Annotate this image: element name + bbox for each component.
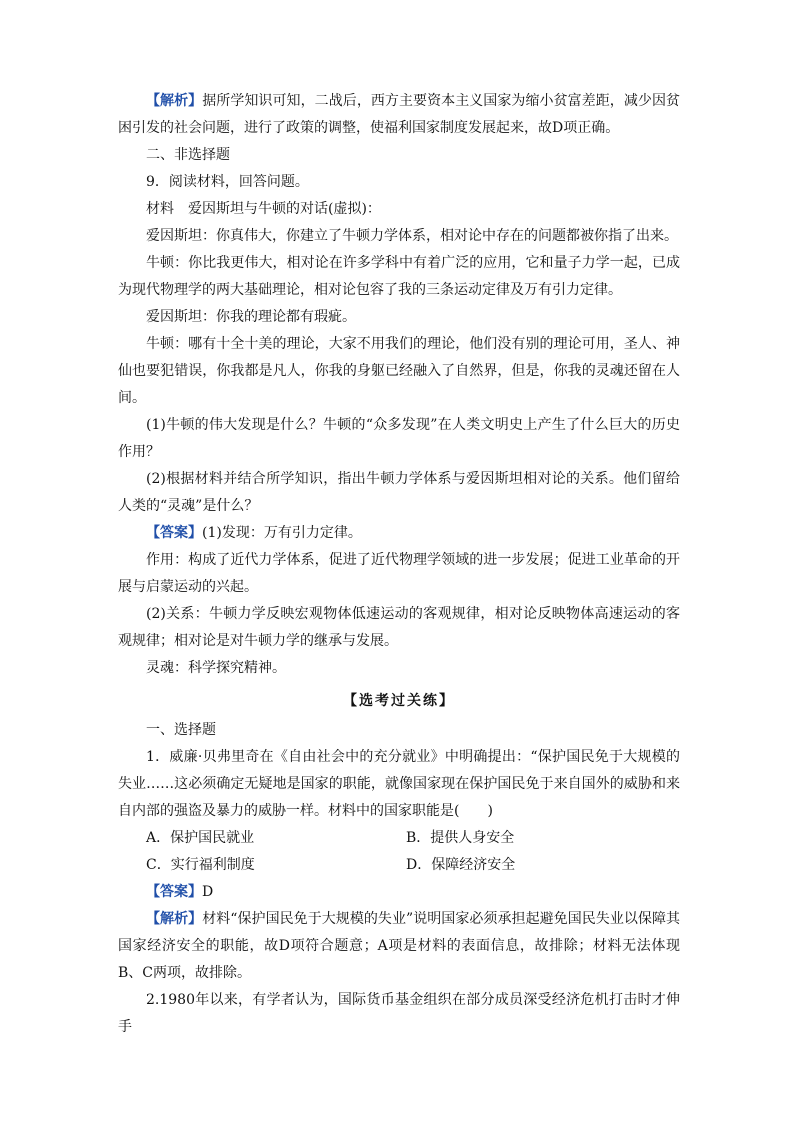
answer-paragraph-2a: (2)关系：牛顿力学反映宏观物体低速运动的客观规律，相对论反映物体高速运动的客观规律；相对论是对牛顿力学的继承与发展。 — [118, 606, 680, 649]
analysis-paragraph-1 — [118, 88, 680, 142]
dialog-line-2: 牛顿：你比我更伟大，相对论在许多学科中有着广泛的应用，它和量子力学一起，已成为现代物理学的两大基础理论，相对论包容了我的三条运动定律及万有引力定律。 — [118, 255, 680, 298]
analysis-paragraph-q1 — [118, 906, 680, 987]
section-heading-non-choice: 二、非选择题 — [146, 147, 230, 163]
analysis-text-q1: 材料“保护国民免于大规模的失业”说明国家必须承担起避免国民失业以保障其国家经济安全的职能，故D项符合题意；A项是材料的表面信息，故排除；材料无法体现B、C两项，故排除。 — [118, 911, 681, 981]
dialog-line-3: 爱因斯坦：你我的理论都有瑕疵。 — [146, 309, 356, 325]
analysis-tag-q1: 【解析】 — [146, 911, 203, 927]
answer-paragraph-1b: 作用：构成了近代力学体系，促进了近代物理学领域的进一步发展；促进工业革命的开展与启蒙运动的兴起。 — [118, 552, 680, 595]
answer-paragraph-q1 — [118, 879, 680, 906]
question-1-options — [118, 825, 680, 879]
section-heading-choice: 一、选择题 — [146, 722, 216, 738]
answer-paragraph-2b: 灵魂：科学探究精神。 — [146, 660, 286, 676]
option-c: C．实行福利制度 — [146, 857, 255, 873]
dialog-line-1: 爱因斯坦：你真伟大，你建立了牛顿力学体系，相对论中存在的问题都被你指了出来。 — [146, 228, 678, 244]
question-9-sub-2: (2)根据材料并结合所学知识，指出牛顿力学体系与爱因斯坦相对论的关系。他们留给人类的“灵魂”是什么？ — [118, 471, 680, 514]
answer-tag-q1: 【答案】 — [146, 884, 202, 900]
option-d: D．保障经济安全 — [406, 857, 516, 873]
material-intro: 材料 爱因斯坦与牛顿的对话(虚拟)： — [146, 201, 381, 217]
option-b: B．提供人身安全 — [406, 830, 515, 846]
question-9-stem: 9．阅读材料，回答问题。 — [146, 174, 309, 190]
answer-tag: 【答案】 — [146, 525, 202, 541]
dialog-line-4: 牛顿：哪有十全十美的理论，大家不用我们的理论，他们没有别的理论可用，圣人、神仙也要犯错误，你我都是凡人，你我的身躯已经融入了自然界，但是，你我的灵魂还留在人间。 — [118, 336, 680, 406]
question-1-stem: 1．威廉·贝弗里奇在《自由社会中的充分就业》中明确提出：“保护国民免于大规模的失业……这必须确定无疑地是国家的职能，就像国家现在保护国民免于来自国外的威胁和来自内部的强盗及暴力的威胁一样。材料中的国家职能是( ) — [118, 749, 680, 819]
answer-text: (1)发现：万有引力定律。 — [202, 525, 362, 541]
document-page — [118, 88, 680, 1041]
answer-text-q1: D — [202, 884, 214, 900]
analysis-tag: 【解析】 — [146, 93, 203, 109]
answer-paragraph-1 — [118, 520, 680, 547]
question-2-stem: 2.1980年以来，有学者认为，国际货币基金组织在部分成员深受经济危机打击时才伸手 — [118, 992, 680, 1035]
section-title-exam: 【选考过关练】 — [343, 693, 455, 709]
question-9-sub-1: (1)牛顿的伟大发现是什么？牛顿的“众多发现”在人类文明史上产生了什么巨大的历史作用？ — [118, 417, 680, 460]
analysis-text: 据所学知识可知，二战后，西方主要资本主义国家为缩小贫富差距，减少因贫困引发的社会问题，进行了政策的调整，使福利国家制度发展起来，故D项正确。 — [118, 93, 681, 136]
option-a: A．保护国民就业 — [146, 830, 255, 846]
